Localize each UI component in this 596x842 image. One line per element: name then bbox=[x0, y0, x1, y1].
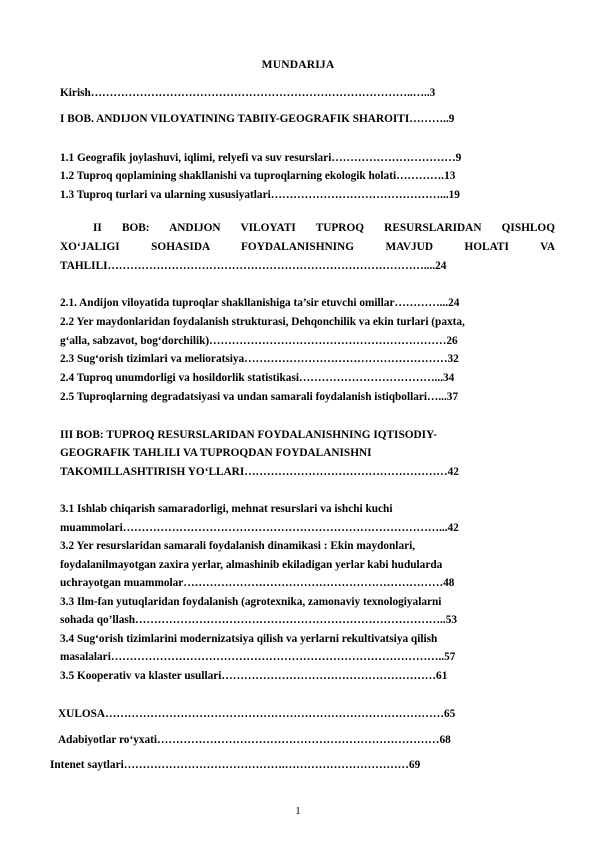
toc-entry-chapter-2-line-3: TAHLILI…………………………………………………………………………....24 bbox=[60, 260, 447, 272]
toc-entry-adabiyotlar: Adabiyotlar ro‘yxati…………………………………………………………………68 bbox=[58, 734, 451, 746]
toc-entry-2-5: 2.5 Tuproqlarning degradatsiyasi va undan samarali foydalanish istiqbollari…...37 bbox=[60, 391, 459, 403]
toc-entry-3-1-line-1: 3.1 Ishlab chiqarish samaradorligi, mehnat resurslari va ishchi kuchi bbox=[60, 503, 393, 515]
toc-entry-2-2-line-2: g‘alla, sabzavot, bog‘dorchilik)………………………………………………………26 bbox=[60, 335, 458, 347]
toc-entry-chapter-2-line-2: XO‘JALIGI SOHASIDA FOYDALANISHNING MAVJUD HOLATI VA bbox=[60, 241, 555, 253]
toc-entry-3-4-line-2: masalalari……………………………………………………………………………..57 bbox=[60, 651, 456, 663]
toc-entry-3-5: 3.5 Kooperativ va klaster usullari…………………………………………………61 bbox=[60, 670, 448, 682]
toc-entry-kirish: Kirish…………………………………………………………………………..…..3 bbox=[60, 87, 436, 99]
toc-entry-1-1: 1.1 Geografik joylashuvi, iqlimi, relyefi va suv resurslari……………………………9 bbox=[60, 152, 462, 164]
toc-entry-chapter-1: I BOB. ANDIJON VILOYATINING TABIIY-GEOGRAFIK SHAROITI………..9 bbox=[60, 113, 455, 125]
toc-entry-internet-saytlari: Intenet saytlari…………………………………….……………………………69 bbox=[50, 759, 421, 771]
toc-entry-2-4: 2.4 Tuproq unumdorligi va hosildorlik statistikasi………………………………...34 bbox=[60, 372, 455, 384]
toc-entry-3-2-line-3: uchrayotgan muammolar……………………………………………………………48 bbox=[60, 577, 455, 589]
toc-entry-3-3-line-1: 3.3 Ilm-fan yutuqlaridan foydalanish (agrotexnika, zamonaviy texnologiyalarni bbox=[60, 596, 442, 608]
toc-entry-chapter-3-line-1: III BOB: TUPROQ RESURSLARIDAN FOYDALANISHNING IQTISODIY- bbox=[60, 429, 437, 441]
toc-entry-chapter-2-line-1: II BOB: ANDIJON VILOYATI TUPROQ RESURSLARIDAN QISHLOQ bbox=[93, 222, 555, 234]
toc-entry-3-1-line-2: muammolari…………………………………………………………………………...42 bbox=[60, 522, 459, 534]
page-title: MUNDARIJA bbox=[261, 59, 335, 71]
page-number: 1 bbox=[295, 805, 301, 817]
toc-entry-2-2-line-1: 2.2 Yer maydonlaridan foydalanish strukturasi, Dehqonchilik va ekin turlari (paxta, bbox=[60, 316, 465, 328]
toc-entry-chapter-3-line-2: GEOGRAFIK TAHLILI VA TUPROQDAN FOYDALANISHNI bbox=[60, 447, 372, 459]
toc-entry-2-1: 2.1. Andijon viloyatida tuproqlar shakllanishiga ta’sir etuvchi omillar…………...24 bbox=[60, 297, 460, 309]
toc-entry-3-2-line-2: foydalanilmayotgan zaxira yerlar, almashinib ekiladigan yerlar kabi hudularda bbox=[60, 559, 443, 571]
toc-entry-3-4-line-1: 3.4 Sug‘orish tizimlarini modernizatsiya qilish va yerlarni rekultivatsiya qilish bbox=[60, 633, 438, 645]
toc-entry-3-2-line-1: 3.2 Yer resurslaridan samarali foydalanish dinamikasi : Ekin maydonlari, bbox=[60, 540, 416, 552]
toc-entry-3-3-line-2: sohada qo’llash………………………………………………………………………..53 bbox=[60, 614, 457, 626]
toc-entry-chapter-3-line-3: TAKOMILLASHTIRISH YO‘LLARI………………………………………………42 bbox=[60, 466, 459, 478]
toc-entry-1-2: 1.2 Tuproq qoplamining shakllanishi va tuproqlarning ekologik holati………….13 bbox=[60, 170, 456, 182]
toc-entry-2-3: 2.3 Sug‘orish tizimlari va melioratsiya………………………………………………32 bbox=[60, 353, 459, 365]
toc-entry-xulosa: XULOSA………………………………………………………………………………65 bbox=[58, 708, 456, 720]
toc-entry-1-3: 1.3 Tuproq turlari va ularning xususiyatlari………………………………………...19 bbox=[60, 189, 460, 201]
